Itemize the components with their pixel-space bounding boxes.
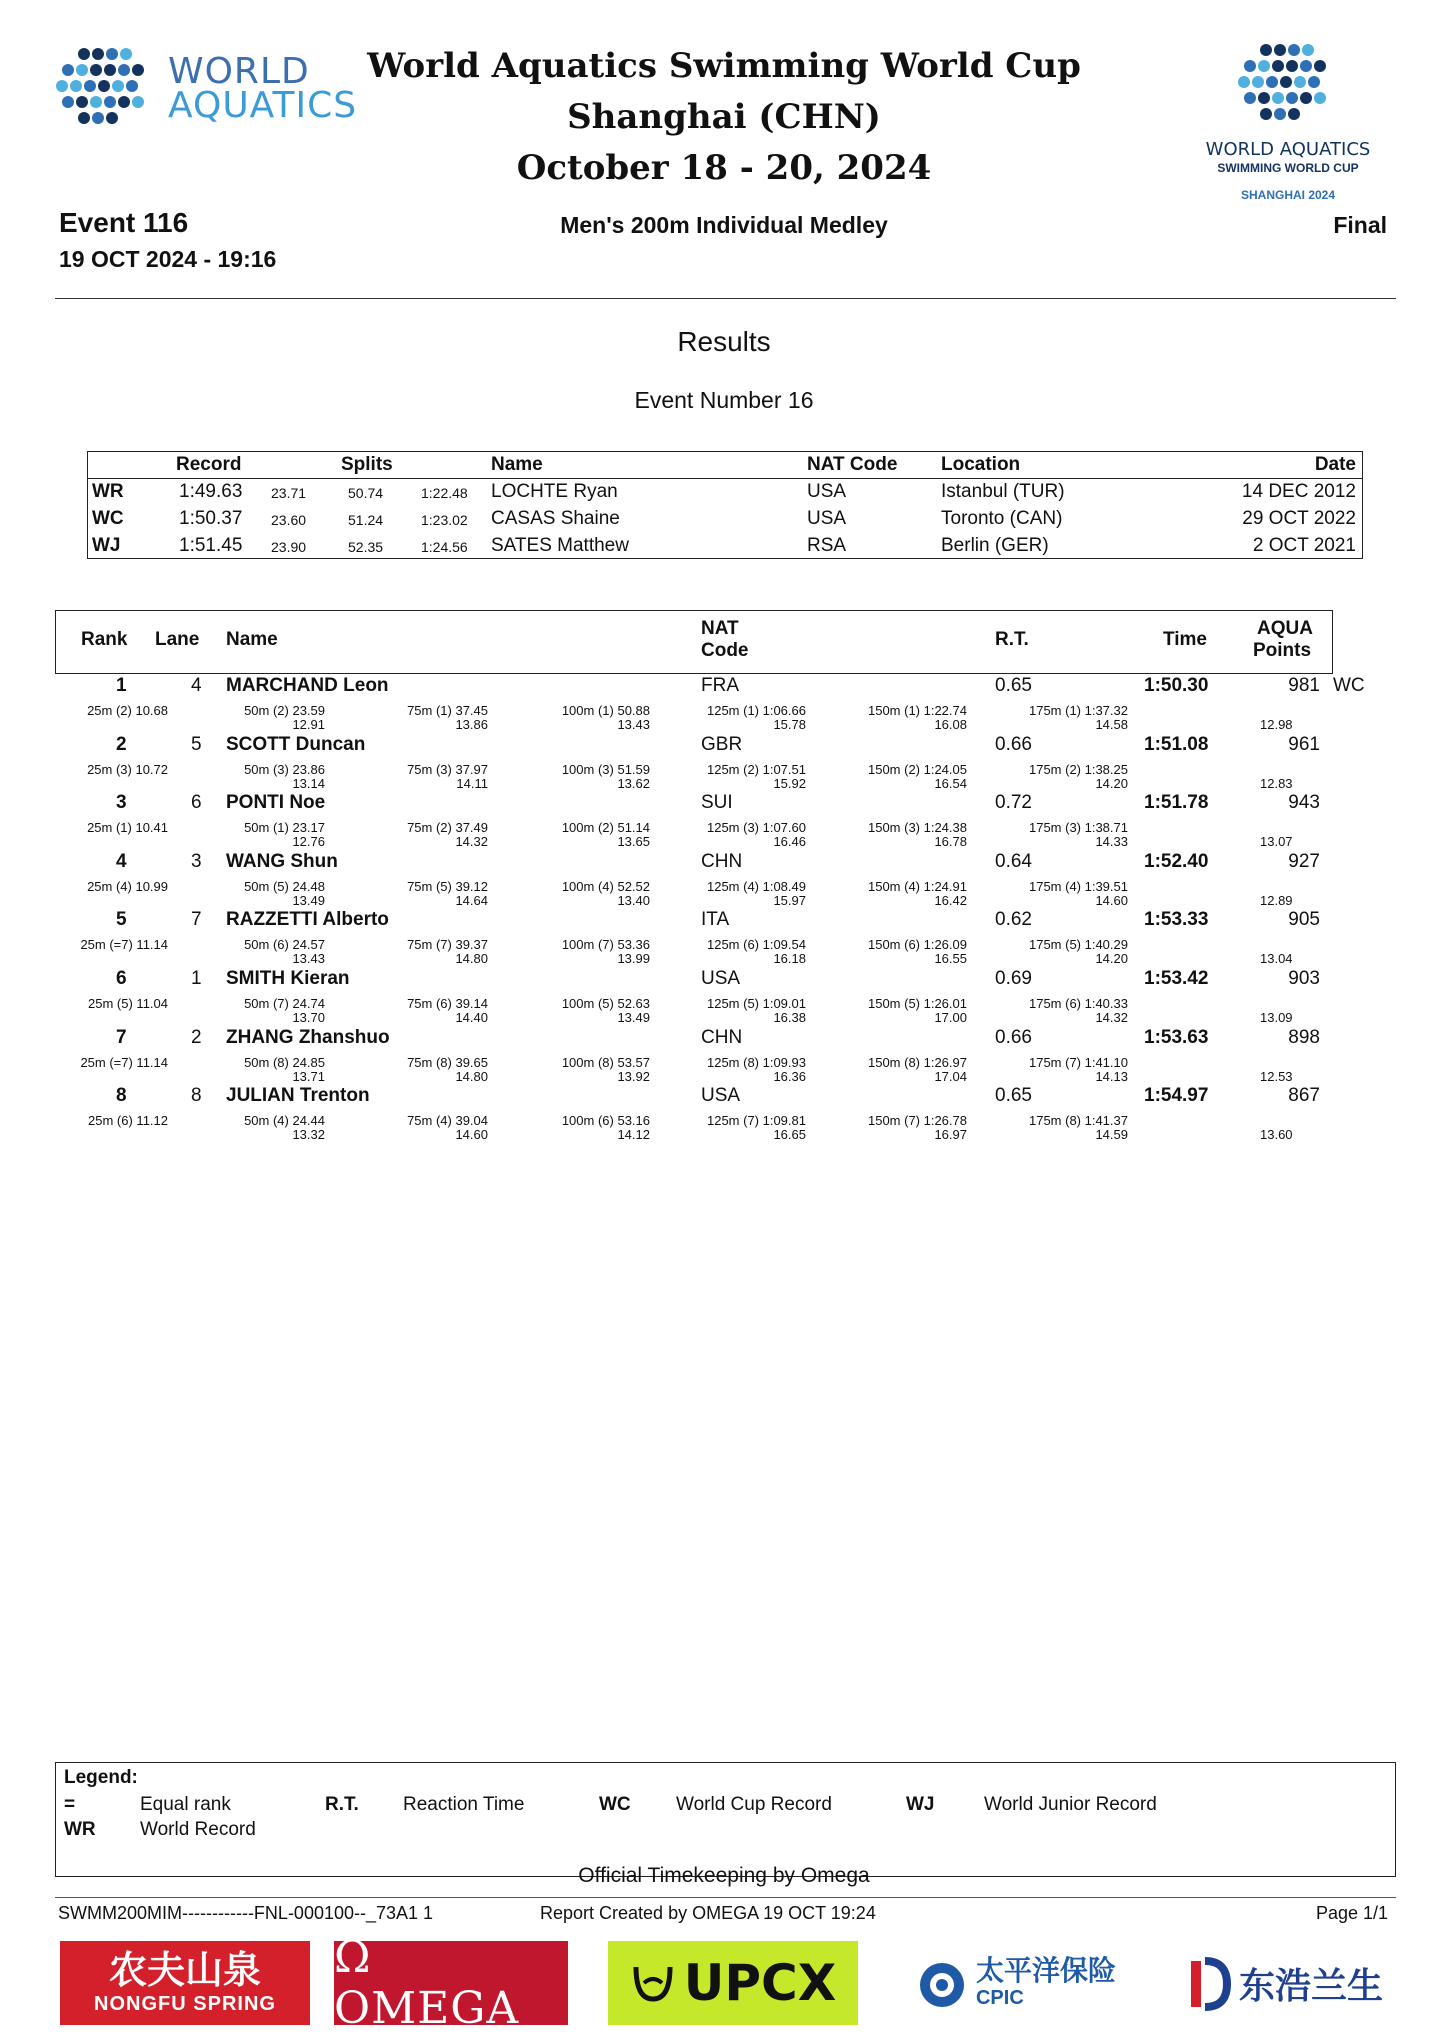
result-nat: SUI	[701, 792, 733, 813]
split-lap: 14.20	[1095, 776, 1128, 791]
result-row	[0, 673, 1440, 731]
split-cumulative: 75m (3) 37.97	[407, 762, 488, 777]
result-row	[0, 1083, 1440, 1141]
legend-key: R.T.	[325, 1794, 359, 1815]
cpic-mark-icon	[914, 1955, 970, 2011]
split-lap: 14.33	[1095, 834, 1128, 849]
split-cumulative: 50m (1) 23.17	[244, 820, 325, 835]
split-lap: 13.92	[617, 1069, 650, 1084]
result-name: JULIAN Trenton	[226, 1085, 370, 1106]
split-cumulative: 100m (1) 50.88	[561, 703, 650, 718]
result-rank: 5	[116, 909, 127, 930]
split-lap: 14.80	[455, 951, 488, 966]
col-header-time: Time	[1163, 629, 1208, 650]
split-lap: 13.62	[617, 776, 650, 791]
record-split: 51.24	[348, 512, 384, 528]
split-lap: 12.76	[292, 834, 325, 849]
split-lap: 14.11	[456, 776, 488, 791]
split-cumulative: 25m (4) 10.99	[87, 879, 168, 894]
result-record-flag: WC	[1333, 675, 1365, 696]
split-cumulative: 150m (1) 1:22.74	[867, 703, 967, 718]
timekeeping-note: Official Timekeeping by Omega	[578, 1864, 870, 1887]
record-time: 1:49.63	[179, 481, 243, 502]
result-rt: 0.65	[995, 1085, 1032, 1106]
records-header-location: Location	[941, 454, 1021, 475]
result-time: 1:54.97	[1144, 1085, 1209, 1106]
split-cumulative: 75m (4) 39.04	[407, 1113, 488, 1128]
split-cumulative: 100m (8) 53.57	[561, 1055, 650, 1070]
result-lane: 4	[191, 675, 202, 696]
split-lap: 14.32	[455, 834, 488, 849]
result-lane: 3	[191, 851, 202, 872]
record-split: 1:24.56	[421, 539, 468, 555]
split-cumulative: 125m (7) 1:09.81	[706, 1113, 806, 1128]
split-cumulative: 150m (3) 1:24.38	[867, 820, 967, 835]
result-row	[0, 966, 1440, 1024]
split-lap: 13.09	[1260, 1010, 1293, 1025]
records-header-nat: NAT Code	[807, 454, 898, 475]
sponsor-omega	[334, 1932, 568, 2034]
result-rank: 7	[116, 1027, 127, 1048]
record-location: Toronto (CAN)	[941, 508, 1063, 529]
report-created: Report Created by OMEGA 19 OCT 19:24	[540, 1903, 876, 1923]
split-lap: 14.13	[1095, 1069, 1128, 1084]
result-rank: 8	[116, 1085, 127, 1106]
cpic-text-en: CPIC	[975, 1986, 1024, 2009]
event-label: Event 116	[59, 207, 189, 238]
split-cumulative: 50m (6) 24.57	[244, 937, 325, 952]
split-lap: 16.38	[773, 1010, 806, 1025]
split-lap: 17.00	[934, 1010, 967, 1025]
result-points: 981	[1288, 675, 1320, 696]
result-lane: 1	[191, 968, 202, 989]
logo-text-aquatics: AQUATICS	[168, 85, 358, 126]
page-title-line2: Shanghai (CHN)	[567, 97, 881, 137]
header-divider	[55, 298, 1396, 299]
result-lane: 5	[191, 734, 202, 755]
event-name: Men's 200m Individual Medley	[560, 212, 888, 238]
legend-key: WC	[599, 1794, 631, 1815]
split-cumulative: 50m (8) 24.85	[244, 1055, 325, 1070]
split-lap: 16.65	[773, 1127, 806, 1142]
result-lane: 2	[191, 1027, 202, 1048]
split-lap: 15.97	[773, 893, 806, 908]
logo-text-world: WORLD	[168, 51, 310, 92]
split-cumulative: 25m (=7) 11.14	[80, 937, 168, 952]
result-rank: 3	[116, 792, 127, 813]
split-cumulative: 150m (4) 1:24.91	[867, 879, 967, 894]
legend-key: WJ	[906, 1794, 935, 1815]
split-lap: 16.18	[773, 951, 806, 966]
split-cumulative: 125m (6) 1:09.54	[706, 937, 806, 952]
record-split: 23.71	[271, 485, 307, 501]
record-date: 29 OCT 2022	[1242, 508, 1356, 529]
record-code: WR	[92, 481, 124, 502]
split-cumulative: 150m (5) 1:26.01	[867, 996, 967, 1011]
record-date: 2 OCT 2021	[1252, 535, 1356, 556]
sponsor-donghao-lansheng	[1170, 1941, 1400, 2025]
legend-box	[55, 1762, 1396, 1877]
legend-desc: Reaction Time	[403, 1794, 525, 1815]
split-cumulative: 150m (7) 1:26.78	[867, 1113, 967, 1128]
result-nat: USA	[701, 968, 741, 989]
legend-key: =	[64, 1794, 76, 1815]
result-points: 927	[1288, 851, 1320, 872]
result-lane: 7	[191, 909, 202, 930]
donghao-mark-icon	[1187, 1955, 1231, 2011]
result-rt: 0.66	[995, 1027, 1032, 1048]
split-cumulative: 50m (7) 24.74	[244, 996, 325, 1011]
result-nat: CHN	[701, 851, 743, 872]
record-name: SATES Matthew	[491, 535, 629, 556]
page-title-line1: World Aquatics Swimming World Cup	[367, 46, 1081, 86]
split-cumulative: 175m (3) 1:38.71	[1028, 820, 1128, 835]
split-cumulative: 50m (3) 23.86	[244, 762, 325, 777]
footer-divider	[55, 1897, 1396, 1898]
split-cumulative: 25m (5) 11.04	[88, 996, 168, 1011]
sponsor-nongfu-spring	[60, 1941, 310, 2025]
page-number: Page 1/1	[1315, 1903, 1388, 1923]
split-lap: 14.40	[455, 1010, 488, 1025]
split-cumulative: 125m (2) 1:07.51	[706, 762, 806, 777]
split-lap: 15.78	[773, 717, 806, 732]
results-header	[55, 610, 1333, 674]
split-cumulative: 175m (8) 1:41.37	[1028, 1113, 1128, 1128]
sponsor-text: NONGFU SPRING	[94, 1992, 276, 2015]
result-rank: 1	[116, 675, 127, 696]
split-lap: 13.70	[292, 1010, 325, 1025]
record-time: 1:51.45	[179, 535, 243, 556]
split-cumulative: 125m (5) 1:09.01	[706, 996, 806, 1011]
record-split: 1:22.48	[421, 485, 468, 501]
split-cumulative: 75m (7) 39.37	[407, 937, 488, 952]
split-cumulative: 100m (7) 53.36	[561, 937, 650, 952]
split-lap: 14.60	[1095, 893, 1128, 908]
split-lap: 13.43	[292, 951, 325, 966]
split-lap: 14.20	[1095, 951, 1128, 966]
result-time: 1:50.30	[1144, 675, 1209, 696]
omega-logo-text: Ω OMEGA	[334, 1932, 520, 2034]
split-lap: 16.36	[773, 1069, 806, 1084]
split-lap: 14.59	[1095, 1127, 1128, 1142]
record-location: Berlin (GER)	[941, 535, 1049, 556]
split-cumulative: 25m (=7) 11.14	[80, 1055, 168, 1070]
split-lap: 14.58	[1095, 717, 1128, 732]
records-table	[87, 451, 1363, 559]
split-lap: 16.08	[934, 717, 967, 732]
record-name: CASAS Shaine	[491, 508, 620, 529]
records-header-record: Record	[176, 454, 242, 475]
split-lap: 12.91	[292, 717, 325, 732]
split-cumulative: 125m (1) 1:06.66	[706, 703, 806, 718]
records-header-name: Name	[491, 454, 543, 475]
split-lap: 16.55	[934, 951, 967, 966]
split-lap: 15.92	[773, 776, 806, 791]
upcx-logo-text: UPCX	[683, 1954, 837, 2012]
legend-desc: World Cup Record	[676, 1794, 832, 1815]
split-cumulative: 50m (5) 24.48	[244, 879, 325, 894]
result-rank: 2	[116, 734, 127, 755]
result-row	[0, 732, 1440, 790]
result-nat: CHN	[701, 1027, 743, 1048]
result-name: MARCHAND Leon	[226, 675, 389, 696]
split-lap: 16.54	[934, 776, 967, 791]
result-rt: 0.72	[995, 792, 1032, 813]
result-rank: 4	[116, 851, 127, 872]
result-nat: ITA	[701, 909, 730, 930]
record-nat: RSA	[807, 535, 847, 556]
split-cumulative: 100m (4) 52.52	[561, 879, 650, 894]
result-points: 867	[1288, 1085, 1320, 1106]
result-lane: 8	[191, 1085, 202, 1106]
record-date: 14 DEC 2012	[1241, 481, 1356, 502]
split-lap: 13.04	[1260, 951, 1293, 966]
split-cumulative: 125m (3) 1:07.60	[706, 820, 806, 835]
result-points: 905	[1288, 909, 1320, 930]
sponsor-text: 农夫山泉	[108, 1947, 261, 1992]
col-header-rt: R.T.	[995, 629, 1029, 650]
phase-label: Final	[1333, 212, 1387, 238]
split-lap: 12.53	[1260, 1069, 1293, 1084]
result-row	[0, 1025, 1440, 1083]
col-header-lane: Lane	[155, 629, 200, 650]
split-cumulative: 50m (2) 23.59	[244, 703, 325, 718]
donghao-logo-text: 东浩兰生	[1238, 1965, 1383, 2007]
split-cumulative: 100m (2) 51.14	[561, 820, 650, 835]
record-time: 1:50.37	[179, 508, 243, 529]
record-nat: USA	[807, 481, 847, 502]
col-header-nat-1: NAT	[701, 618, 739, 639]
split-lap: 12.89	[1260, 893, 1293, 908]
split-cumulative: 125m (8) 1:09.93	[706, 1055, 806, 1070]
split-lap: 14.32	[1095, 1010, 1128, 1025]
records-header-splits: Splits	[341, 454, 393, 475]
split-lap: 14.12	[617, 1127, 650, 1142]
split-cumulative: 75m (5) 39.12	[407, 879, 488, 894]
split-cumulative: 75m (1) 37.45	[407, 703, 488, 718]
col-header-rank: Rank	[81, 629, 128, 650]
result-rt: 0.69	[995, 968, 1032, 989]
split-lap: 12.83	[1260, 776, 1293, 791]
result-time: 1:53.63	[1144, 1027, 1209, 1048]
split-lap: 13.43	[617, 717, 650, 732]
split-lap: 13.86	[455, 717, 488, 732]
split-cumulative: 50m (4) 24.44	[244, 1113, 325, 1128]
split-lap: 13.49	[292, 893, 325, 908]
split-cumulative: 175m (7) 1:41.10	[1028, 1055, 1128, 1070]
result-rt: 0.66	[995, 734, 1032, 755]
split-cumulative: 75m (2) 37.49	[407, 820, 488, 835]
split-lap: 14.64	[455, 893, 488, 908]
result-time: 1:52.40	[1144, 851, 1209, 872]
record-split: 23.90	[271, 539, 307, 555]
split-cumulative: 125m (4) 1:08.49	[706, 879, 806, 894]
legend-key: WR	[64, 1819, 96, 1840]
col-header-points-2: Points	[1253, 640, 1312, 661]
col-header-nat-2: Code	[701, 640, 749, 661]
split-lap: 14.80	[455, 1069, 488, 1084]
record-split: 50.74	[348, 485, 384, 501]
split-cumulative: 25m (6) 11.12	[88, 1113, 168, 1128]
split-lap: 14.60	[455, 1127, 488, 1142]
result-lane: 6	[191, 792, 202, 813]
upcx-mark-icon	[630, 1961, 676, 2005]
split-lap: 16.42	[934, 893, 967, 908]
col-header-points-1: AQUA	[1257, 618, 1313, 639]
split-lap: 13.99	[617, 951, 650, 966]
legend-desc: Equal rank	[140, 1794, 231, 1815]
split-cumulative: 100m (3) 51.59	[561, 762, 650, 777]
split-cumulative: 175m (5) 1:40.29	[1028, 937, 1128, 952]
result-rank: 6	[116, 968, 127, 989]
legend-desc: World Record	[140, 1819, 256, 1840]
result-time: 1:51.08	[1144, 734, 1209, 755]
result-name: WANG Shun	[226, 851, 338, 872]
world-cup-logo-text1: WORLD AQUATICS	[1205, 139, 1371, 160]
world-cup-logo-text2: SWIMMING WORLD CUP	[1217, 161, 1359, 175]
result-rt: 0.64	[995, 851, 1032, 872]
split-cumulative: 25m (3) 10.72	[87, 762, 168, 777]
split-lap: 13.71	[292, 1069, 325, 1084]
report-code: SWMM200MIM------------FNL-000100--_73A1 1	[58, 1903, 434, 1923]
split-lap: 13.07	[1260, 834, 1293, 849]
split-lap: 17.04	[934, 1069, 967, 1084]
split-cumulative: 100m (6) 53.16	[561, 1113, 650, 1128]
result-rt: 0.65	[995, 675, 1032, 696]
cpic-text-cn: 太平洋保险	[975, 1954, 1116, 1988]
split-cumulative: 25m (2) 10.68	[87, 703, 168, 718]
result-row	[0, 790, 1440, 848]
split-lap: 16.46	[773, 834, 806, 849]
split-lap: 13.40	[617, 893, 650, 908]
cpic-text-group	[976, 1956, 1116, 2010]
split-lap: 12.98	[1260, 717, 1293, 732]
result-time: 1:53.33	[1144, 909, 1209, 930]
record-location: Istanbul (TUR)	[941, 481, 1065, 502]
record-split: 1:23.02	[421, 512, 468, 528]
legend-desc: World Junior Record	[984, 1794, 1157, 1815]
result-nat: GBR	[701, 734, 743, 755]
col-header-name: Name	[226, 629, 278, 650]
records-header-underline	[88, 478, 1362, 479]
split-cumulative: 100m (5) 52.63	[561, 996, 650, 1011]
split-lap: 13.32	[292, 1127, 325, 1142]
record-code: WJ	[92, 535, 121, 556]
legend-title: Legend:	[64, 1767, 138, 1788]
world-cup-dots-icon	[1238, 42, 1330, 126]
split-cumulative: 175m (6) 1:40.33	[1028, 996, 1128, 1011]
result-name: SCOTT Duncan	[226, 734, 366, 755]
split-cumulative: 75m (8) 39.65	[407, 1055, 488, 1070]
result-row	[0, 907, 1440, 965]
result-nat: USA	[701, 1085, 741, 1106]
event-number: Event Number 16	[634, 387, 814, 413]
result-rt: 0.62	[995, 909, 1032, 930]
split-lap: 13.65	[617, 834, 650, 849]
split-lap: 16.97	[934, 1127, 967, 1142]
world-cup-logo-text3: SHANGHAI 2024	[1240, 188, 1336, 202]
results-heading: Results	[677, 326, 771, 357]
split-cumulative: 175m (1) 1:37.32	[1028, 703, 1128, 718]
result-points: 943	[1288, 792, 1320, 813]
event-datetime: 19 OCT 2024 - 19:16	[59, 246, 277, 272]
record-split: 52.35	[348, 539, 384, 555]
result-points: 961	[1288, 734, 1320, 755]
record-code: WC	[92, 508, 124, 529]
split-cumulative: 75m (6) 39.14	[407, 996, 488, 1011]
record-nat: USA	[807, 508, 847, 529]
page-title-line3: October 18 - 20, 2024	[516, 148, 932, 188]
record-name: LOCHTE Ryan	[491, 481, 618, 502]
result-points: 903	[1288, 968, 1320, 989]
split-lap: 13.14	[292, 776, 325, 791]
sponsor-upcx	[608, 1941, 858, 2025]
result-name: SMITH Kieran	[226, 968, 350, 989]
result-time: 1:51.78	[1144, 792, 1209, 813]
result-time: 1:53.42	[1144, 968, 1209, 989]
split-cumulative: 150m (8) 1:26.97	[867, 1055, 967, 1070]
split-lap: 13.60	[1260, 1127, 1293, 1142]
records-header-date: Date	[1314, 454, 1356, 475]
result-points: 898	[1288, 1027, 1320, 1048]
split-lap: 16.78	[934, 834, 967, 849]
split-cumulative: 150m (2) 1:24.05	[867, 762, 967, 777]
split-cumulative: 150m (6) 1:26.09	[867, 937, 967, 952]
split-cumulative: 175m (4) 1:39.51	[1028, 879, 1128, 894]
result-name: PONTI Noe	[226, 792, 326, 813]
sponsor-cpic	[900, 1941, 1130, 2025]
split-cumulative: 25m (1) 10.41	[87, 820, 168, 835]
result-name: RAZZETTI Alberto	[226, 909, 389, 930]
result-name: ZHANG Zhanshuo	[226, 1027, 390, 1048]
split-lap: 13.49	[617, 1010, 650, 1025]
result-nat: FRA	[701, 675, 739, 696]
result-row	[0, 849, 1440, 907]
split-cumulative: 175m (2) 1:38.25	[1028, 762, 1128, 777]
record-split: 23.60	[271, 512, 307, 528]
